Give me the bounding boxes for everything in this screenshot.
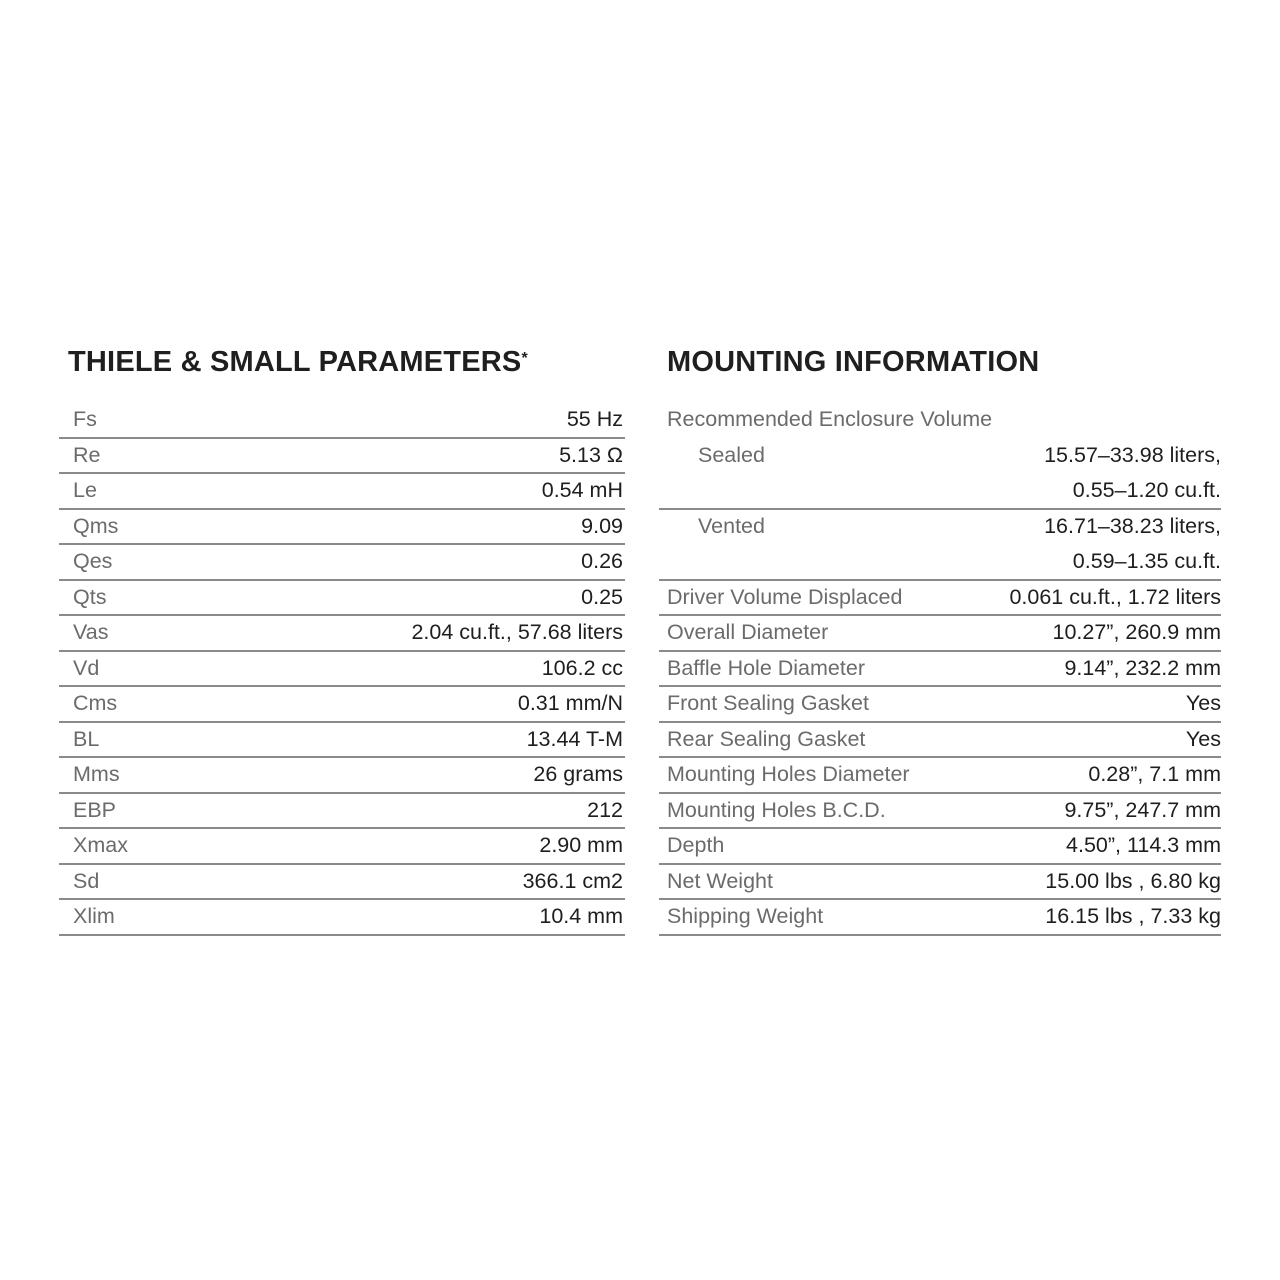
table-row	[659, 758, 1221, 794]
mount-label: Sealed	[698, 442, 765, 467]
mounting-heading	[659, 336, 1221, 388]
table-row	[659, 900, 1221, 936]
param-label: BL	[73, 726, 100, 751]
param-label: Xmax	[73, 833, 128, 858]
param-label: Re	[73, 442, 101, 467]
mount-label: Driver Volume Displaced	[667, 584, 903, 609]
param-value: 0.26	[581, 549, 623, 574]
table-row	[59, 474, 625, 510]
mount-label: Rear Sealing Gasket	[667, 726, 866, 751]
thiele-small-table	[59, 403, 625, 936]
table-row	[659, 794, 1221, 830]
mount-label: Mounting Holes B.C.D.	[667, 797, 886, 822]
mount-label: Front Sealing Gasket	[667, 691, 869, 716]
table-row	[59, 439, 625, 475]
mount-value: Yes	[1185, 691, 1221, 716]
table-row	[59, 794, 625, 830]
table-row	[659, 474, 1221, 510]
param-label: Xlim	[73, 904, 115, 929]
param-value: 0.25	[581, 584, 623, 609]
mount-label: Depth	[667, 833, 725, 858]
mount-value: 4.50”, 114.3 mm	[1066, 833, 1221, 858]
table-row	[659, 439, 1221, 475]
param-value: 26 grams	[533, 762, 623, 787]
param-label: Vd	[73, 655, 100, 680]
param-value: 2.90 mm	[539, 833, 623, 858]
table-row	[59, 581, 625, 617]
mount-label: Baffle Hole Diameter	[667, 655, 865, 680]
mount-label: Overall Diameter	[667, 620, 829, 645]
table-row	[659, 829, 1221, 865]
mount-value: 15.00 lbs , 6.80 kg	[1045, 868, 1221, 893]
thiele-small-heading	[59, 336, 625, 388]
param-value: 0.31 mm/N	[517, 691, 623, 716]
mount-value: 9.14”, 232.2 mm	[1064, 655, 1221, 680]
param-label: Le	[73, 478, 97, 503]
param-value: 2.04 cu.ft., 57.68 liters	[411, 620, 623, 645]
param-label: Fs	[73, 407, 97, 432]
param-value: 212	[587, 797, 623, 822]
table-row	[659, 581, 1221, 617]
table-row	[659, 723, 1221, 759]
table-row	[59, 723, 625, 759]
param-label: Qes	[73, 549, 113, 574]
table-row	[659, 687, 1221, 723]
mount-value: 0.59–1.35 cu.ft.	[1072, 549, 1221, 574]
thiele-small-title: THIELE & SMALL PARAMETERS	[68, 346, 522, 378]
thiele-small-section	[59, 336, 625, 936]
mount-value: 15.57–33.98 liters,	[1044, 442, 1221, 467]
table-row	[659, 652, 1221, 688]
mounting-title: MOUNTING INFORMATION	[667, 346, 1040, 378]
table-row	[59, 616, 625, 652]
table-row	[659, 616, 1221, 652]
table-row	[59, 510, 625, 546]
param-label: Sd	[73, 868, 100, 893]
param-value: 106.2 cc	[541, 655, 623, 680]
table-row	[59, 900, 625, 936]
table-row	[59, 545, 625, 581]
param-value: 55 Hz	[566, 407, 623, 432]
table-row	[659, 545, 1221, 581]
table-row	[59, 829, 625, 865]
param-value: 5.13 Ω	[559, 442, 623, 467]
table-row	[59, 652, 625, 688]
table-row	[59, 758, 625, 794]
mount-label: Shipping Weight	[667, 904, 824, 929]
param-value: 9.09	[581, 513, 623, 538]
mounting-section	[659, 336, 1221, 936]
table-row	[59, 403, 625, 439]
table-row	[659, 510, 1221, 546]
mount-label: Recommended Enclosure Volume	[667, 407, 993, 432]
mount-label: Mounting Holes Diameter	[667, 762, 910, 787]
table-row	[59, 865, 625, 901]
param-value: 0.54 mH	[541, 478, 623, 503]
mount-value: 0.55–1.20 cu.ft.	[1072, 478, 1221, 503]
mount-value: 10.27”, 260.9 mm	[1052, 620, 1221, 645]
mount-value: 9.75”, 247.7 mm	[1064, 797, 1221, 822]
param-label: Vas	[73, 620, 109, 645]
mount-value: Yes	[1185, 726, 1221, 751]
mounting-table	[659, 403, 1221, 936]
table-row	[59, 687, 625, 723]
param-label: Cms	[73, 691, 118, 716]
mount-value: 0.28”, 7.1 mm	[1088, 762, 1221, 787]
table-row	[659, 865, 1221, 901]
asterisk-mark: *	[521, 350, 528, 367]
param-label: Mms	[73, 762, 120, 787]
table-row	[659, 403, 1221, 439]
param-value: 13.44 T-M	[526, 726, 623, 751]
mount-value: 16.15 lbs , 7.33 kg	[1045, 904, 1221, 929]
param-label: Qms	[73, 513, 119, 538]
param-value: 366.1 cm2	[522, 868, 623, 893]
mount-value: 16.71–38.23 liters,	[1044, 513, 1221, 538]
mount-value: 0.061 cu.ft., 1.72 liters	[1009, 584, 1221, 609]
mount-label: Net Weight	[667, 868, 773, 893]
mount-label: Vented	[698, 513, 765, 538]
param-label: Qts	[73, 584, 107, 609]
param-value: 10.4 mm	[539, 904, 623, 929]
param-label: EBP	[73, 797, 117, 822]
